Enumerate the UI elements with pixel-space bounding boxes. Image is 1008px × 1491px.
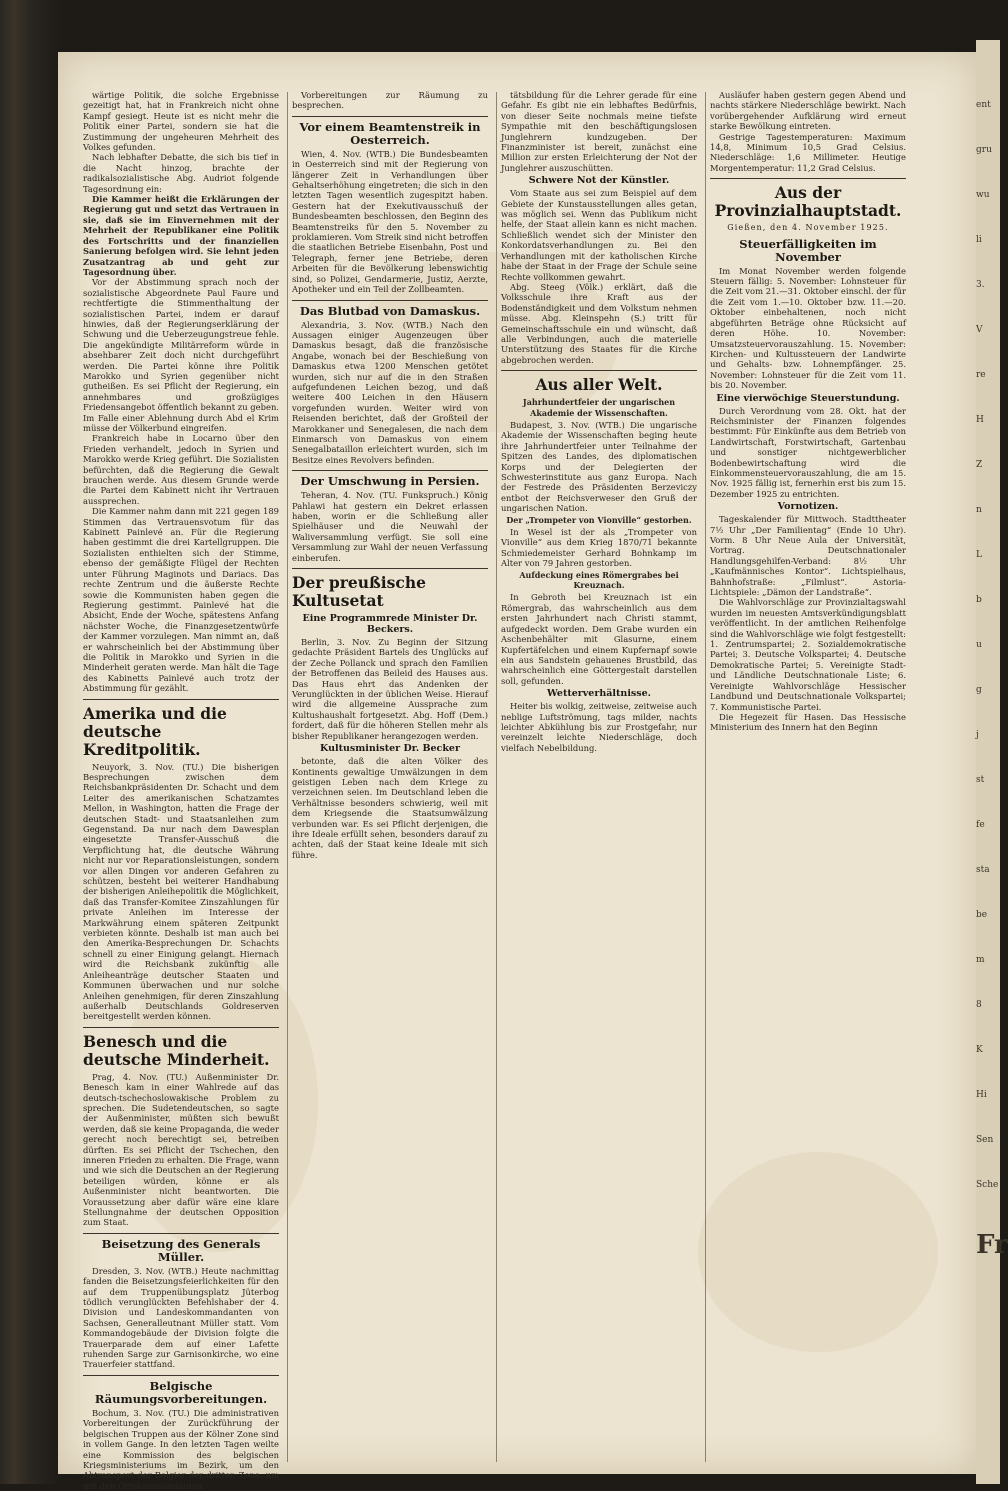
adjacent-page-fragment: be <box>976 910 988 920</box>
column2-top-text: Vorbereitungen zur Räumung zu besprechen. <box>292 90 488 111</box>
adjacent-page-fragment: fe <box>976 820 985 830</box>
headline-belgische: Belgische Räumungsvorbereitungen. <box>94 1378 268 1406</box>
adjacent-page-fragment: re <box>976 370 986 380</box>
subhead-roemergrab: Aufdeckung eines Römergrabes bei Kreuznach. <box>519 569 679 591</box>
adjacent-page-fragment: L <box>976 550 982 560</box>
adjacent-page-fragment: b <box>976 595 982 605</box>
adjacent-page-fragment: g <box>976 685 982 695</box>
column3-top-text: tätsbildung für die Lehrer gerade für eine Gefahr. Es gibt nie ein lebhaftes Bedürfnis, von dieser Seite nochmals meine tiefste Sympathie mit den beschäftigungslosen Junglehrern kundzugeben. Der Finanzminister ist bereit, zunächst eine Million zur ersten Erleichterung der Not der Junglehrer auszuschütten. <box>501 90 697 173</box>
adjacent-page-fragment: K <box>976 1045 983 1055</box>
adjacent-page-big-letter: Fr <box>976 1230 1008 1260</box>
article-persien: Teheran, 4. Nov. (TU. Funkspruch.) König Pahlawi hat gestern ein Dekret erlassen haben, worin er die Schließung aller Spielhäuser und die Neuwahl der Waliversammlung verfügt. Sie soll eine Versammlung zur Wahl der neuen Verfassung einberufen. <box>292 490 488 563</box>
column-4 <box>710 90 906 1470</box>
article-kultusetat: Berlin, 3. Nov. Zu Beginn der Sitzung gedachte Präsident Bartels des Unglücks auf der Zeche Pollanck und sprach den Familien der Betroffenen das Beileid des Hauses aus. Das Haus ehrt das Andenken der Verunglückten in der üblichen Weise. Hierauf wird die allgemeine Aussprache zum Kultushaushalt fortgesetzt. Abg. Hoff (Dem.) fordert, daß für die höheren Stellen mehr als bisher Republikaner herangezogen werden. <box>292 637 488 741</box>
headline-persien: Der Umschwung in Persien. <box>300 474 480 489</box>
article-kultusminister: betonte, daß die alten Völker des Kontinents gewaltige Umwälzungen in dem geistigen Leben nach dem Kriege zu verzeichnen seien. Im Deutschland leben die Verhältnisse besonders schwierig, weil mit dem Kriegsende die Staatsumwälzung verbunden war. Es sei Pflicht derjenigen, die ihre Ideale erfüllt sehen, besonders darauf zu achten, daß der Staat keine Ideale mit sich führe. <box>292 756 488 860</box>
headline-provinzialhauptstadt: Aus der Provinzialhauptstadt. <box>714 183 902 221</box>
adjacent-page-fragment: m <box>976 955 985 965</box>
article-kuenstler-cont: Abg. Steeg (Völk.) erklärt, daß die Volksschule ihre Kraft aus der Bodenständigkeit und dem Volkstum nehmen müsse. Abg. Kleinspehn (S.) tritt für Gemeinschaftsschule ein und wünscht, daß alle Verbindungen, auch die materielle Unterstützung des Staates für die Kirche abgebrochen werden. <box>501 281 697 365</box>
column1-top-text: wärtige Politik, die solche Ergebnisse gezeitigt hat, hat in Frankreich nicht ohne Kampf gesiegt. Heute ist es nicht mehr die Politik einer Partei, sondern sie hat die Zustimmung der ungeheuren Mehrheit des Volkes gefunden. <box>83 90 279 153</box>
headline-amerika: Amerika und die deutsche Kreditpolitik. <box>83 703 227 759</box>
subhead-kuenstler: Schwere Not der Künstler. <box>528 175 670 187</box>
section-divider <box>292 470 488 471</box>
subhead-steuerstundung: Eine vierwöchige Steuerstundung. <box>716 392 900 404</box>
adjacent-page-fragments <box>976 100 1000 1191</box>
adjacent-page-fragment: li <box>976 235 982 245</box>
adjacent-page-fragment: u <box>976 640 982 650</box>
article-benesch: Prag, 4. Nov. (TU.) Außenminister Dr. Benesch kam in einer Wahlrede auf das deutsch-tschechoslowakische Problem zu sprechen. Die Sudetendeutschen, so sagte der Außenminister, müßten sich bewußt werden, daß sie keine Propaganda, die weder gerecht noch berechtigt sei, betreiben dürften. Es sei Pflicht der Tschechen, den inneren Frieden zu erhalten. Die Frage, wann und wie sich die Deutschen an der Regierung beteiligen würden, könne er als Außenminister nicht beantworten. Die Voraussetzung aber dafür wäre eine klare Stellungnahme der deutschen Opposition zum Staat. <box>83 1071 279 1228</box>
column1-quote: Die Kammer heißt die Erklärungen der Regierung gut und setzt das Vertrauen in sie, daß sie im Einvernehmen mit der Mehrheit der Republikaner eine Politik des Fortschritts und der finanziellen Sanierung befolgen wird. Sie lehnt jeden Zusatzantrag ab und geht zur Tagesordnung über. <box>83 194 279 277</box>
adjacent-page-fragment: Sen <box>976 1135 994 1145</box>
headline-beamtenstreik: Vor einem Beamtenstreik in Oesterreich. <box>299 119 481 147</box>
subhead-trompeter: Der „Trompeter von Vionville“ gestorben. <box>506 514 692 525</box>
adjacent-page-fragment: Z <box>976 460 983 470</box>
weather-temperatures: Gestrige Tagestemperaturen: Maximum 14,8, Minimum 10,5 Grad Celsius. Niederschläge: 1,6 Millimeter. Heutige Morgentemperatur: 11,2 Grad Celsius. <box>710 131 906 173</box>
adjacent-page-fragment: st <box>976 775 985 785</box>
adjacent-page-strip <box>976 40 1008 1484</box>
adjacent-page-fragment: sta <box>976 865 990 875</box>
headline-damaskus: Das Blutbad von Damaskus. <box>299 303 481 318</box>
column-3 <box>501 90 697 1470</box>
subhead-vornotizen: Vornotizen. <box>777 501 839 513</box>
column1-para5: Die Kammer nahm dann mit 221 gegen 189 Stimmen das Vertrauensvotum für das Kabinett Painlevé an. Für die Regierung haben gestimmt die drei Kartellgruppen. Die Sozialisten enthielten sich der Stimme, ebenso der gemäßigte Flügel der Rechten unter Führung Maginots und Dariacs. Das rechte Zentrum und die äußerste Rechte sowie die Kommunisten haben gegen die Regierung gestimmt. Painlevé hat die Absicht, Ende der Woche, spätestens Anfang nächster Woche, die Finanzgesetzentwürfe der Kammer vorzulegen. Man nimmt an, daß er wahrscheinlich bei der Abstimmung über die Politik in Marokko und Syrien in die Minderheit geraten werde. Man hält die Tage des Kabinetts Painlevé auch trotz der Abstimmung für gezählt. <box>83 506 279 694</box>
headline-benesch: Benesch und die deutsche Minderheit. <box>83 1031 270 1069</box>
column1-para3: Vor der Abstimmung sprach noch der sozialistische Abgeordnete Paul Faure und rechtfertigte die Stimmenthaltung der sozialistischen Partei, indem er darauf hinwies, daß der Regierungserklärung der Schwung und die Ueberzeugungstreue fehle. Die angekündigte Militärreform würde in absehbarer Zeit doch nicht durchgeführt werden. Die Partei könne ihre Politik Marokko und Syrien gegenüber nicht gutheißen. Es sei Pflicht der Regierung, ein annehmbares und großzügiges Friedensangebot öffentlich bekannt zu geben. Im Falle einer Ablehnung durch Abd el Krim müsse der Völkerbund eingreifen. <box>83 277 279 433</box>
section-divider <box>83 1375 279 1376</box>
section-divider <box>710 178 906 179</box>
article-akademie: Budapest, 3. Nov. (WTB.) Die ungarische Akademie der Wissenschaften beging heute ihre Jahrhundertfeier unter Teilnahme der Spitzen des Landes, des diplomatischen Korps und der Delegierten der Schwesterinstitute aus ganz Europa. Nach der Festrede des Präsidenten Berzeviczy entbot der Reichsverweser den Gruß der ungarischen Nation. <box>501 419 697 514</box>
newspaper-page <box>58 52 976 1491</box>
article-wetter: Heiter bis wolkig, zeitweise, zeitweise auch neblige Luftströmung, tags milder, nachts leichter Abkühlung bis zur Frostgefahr, nur vereinzelt leichte Niederschläge, doch vielfach Nebelbildung. <box>501 701 697 753</box>
headline-aus-aller-welt: Aus aller Welt. <box>535 375 663 395</box>
article-hegezeit: Die Hegezeit für Hasen. Das Hessische Ministerium des Innern hat den Beginn <box>710 711 906 733</box>
article-steuerstundung: Durch Verordnung vom 28. Okt. hat der Reichsminister der Finanzen folgendes bestimmt: Für Einkünfte aus dem Betrieb von Landwirtschaft, Forstwirtschaft, Gartenbau und sonstiger nichtgewerblicher Bodenbewirtschaftung wird die Einkommensteuervorauszahlung, die am 15. Nov. 1925 fällig ist, fernerhin erst bis zum 15. Dezember 1925 zu entrichten. <box>710 405 906 499</box>
section-divider <box>83 699 279 700</box>
column-rule <box>287 92 288 1462</box>
article-kuenstler: Vom Staate aus sei zum Beispiel auf dem Gebiete der Kunstausstellungen alles getan, was möglich sei. Wenn das Publikum nicht helfe, der Staat allein kann es nicht machen. Schließlich wendet sich der Minister den Konkordatsverhandlungen zu. Bei den Verhandlungen mit der katholischen Kirche habe der Staat in der Frage der Schule seine Rechte vollkommen gewahrt. <box>501 188 697 282</box>
headline-steuerfaelligkeiten: Steuerfälligkeiten im November <box>739 236 877 264</box>
section-divider <box>501 370 697 371</box>
article-wahlvorschlaege: Die Wahlvorschläge zur Provinzialtagswahl wurden im neuesten Amtsverkündigungsblatt veröffentlicht. In der amtlichen Reihenfolge sind die Wahlvorschläge wie folgt festgestellt: 1. Zentrumspartei; 2. Sozialdemokratische Partei; 3. Deutsche Volkspartei; 4. Deutsche Demokratische Partei; 5. Vereinigte Stadt- und Ländliche Deutschnationale Liste; 6. Vereinigte Wahlvorschläge Hessischer Landbund und Deutschnationale Volkspartei; 7. Kommunistische Partei. <box>710 597 906 712</box>
subhead-wetter: Wetterverhältnisse. <box>547 688 651 700</box>
article-trompeter: In Wesel ist der als „Trompeter von Vionville“ aus dem Krieg 1870/71 bekannte Schmiedemeister Gerhard Bohnkamp im Alter von 79 Jahren gestorben. <box>501 527 697 569</box>
headline-mueller: Beisetzung des Generals Müller. <box>101 1236 261 1264</box>
dateline: Gießen, den 4. November 1925. <box>727 223 889 233</box>
section-divider <box>292 300 488 301</box>
adjacent-page-fragment: V <box>976 325 983 335</box>
article-damaskus: Alexandria, 3. Nov. (WTB.) Nach den Aussagen einiger Augenzeugen über Damaskus besagt, daß die französische Angabe, wonach bei der Beschießung von Damaskus etwa 1200 Menschen getötet wurden, sich nur auf die in den Straßen aufgefundenen Leichen bezog, und daß weitere 400 Leichen in den Häusern vorgefunden wurden. Weiter wird von Reisenden berichtet, daß der Großteil der Marokkaner und Senegalesen, die nach dem Einmarsch von Damaskus von einem Senegalbataillon erleichtert wurden, sich im Besitze eines Revolvers befinden. <box>292 319 488 465</box>
article-mueller: Dresden, 3. Nov. (WTB.) Heute nachmittag fanden die Beisetzungsfeierlichkeiten für den auf dem Truppenübungsplatz Jüterbog tödlich verunglückten Befehlshaber der 4. Division und Landeskommandanten von Sachsen, Generalleutnant Müller statt. Vom Kommandogebäude der Division folgte die Trauerparade dem auf einer Lafette ruhenden Sarge zur Garnisonkirche, wo eine Trauerfeier stattfand. <box>83 1265 279 1370</box>
section-divider <box>292 568 488 569</box>
column-rule <box>705 92 706 1462</box>
adjacent-page-fragment: n <box>976 505 982 515</box>
adjacent-page-fragment: Hi <box>976 1090 987 1100</box>
adjacent-page-fragment: gru <box>976 145 992 155</box>
article-amerika: Neuyork, 3. Nov. (TU.) Die bisherigen Besprechungen zwischen dem Reichsbankpräsidenten Dr. Schacht und dem Leiter des amerikanischen Schatzamtes Mellon, in Washington, hatten die Frage der deutschen Stadt- und Staatsanleihen zum Gegenstand. Da nur nach dem Dawesplan eingesetzte Transfer-Ausschuß die Verpflichtung hat, die deutsche Währung nicht nur vor Reparationsleistungen, sondern vor allen Dingen vor anderen Gefahren zu schützen, besteht bei weiterer Handhabung der bisherigen Anleihepolitik die Möglichkeit, daß das Transfer-Komitee Zinszahlungen für private Anleihen im Interesse der Markwährung einem späteren Zeitpunkt verbieten könnte. Deshalb ist man auch bei den Amerika-Besprechungen Dr. Schachts schnell zu einer Einigung gelangt. Hiernach wird die Reichsbank zukünftig alle Anleiheanträge deutscher Staaten und Kommunen überwachen und nur solche Anleihen genehmigen, für deren Zinszahlung außerhalb Deutschlands Goldreserven bereitgestellt werden können. <box>83 761 279 1022</box>
section-divider <box>292 116 488 117</box>
subhead-akademie: Jahrhundertfeier der ungarischen Akademie der Wissenschaften. <box>522 397 676 418</box>
article-steuerfaelligkeiten: Im Monat November werden folgende Steuern fällig: 5. November: Lohnsteuer für die Zeit vom 21.—31. Oktober einschl. der für die Zeit vom 1.—10. Oktober bzw. 11.—20. Oktober einbehaltenen, noch nicht abgeführten Beträge ohne Rücksicht auf deren Höhe. 10. November: Umsatzsteuervorauszahlung. 15. November: Kirchen- und Kultussteuern der Landwirte und Gehalts- bzw. Lohnempfänger. 25. November: Lohnsteuer für die Zeit vom 11. bis 20. November. <box>710 265 906 391</box>
subhead-programmrede: Eine Programmrede Minister Dr. Beckers. <box>302 613 478 636</box>
article-belgische: Bochum, 3. Nov. (TU.) Die administrativen Vorbereitungen der Zurückführung der belgischen Truppen aus der Kölner Zone sind in vollem Gange. In den letzten Tagen weilte eine Kommission des belgischen Kriegsministeriums im Bezirk, um den Abtransport der Belgier der dritten Zone, um mit den Ortskommandanten <box>83 1407 279 1491</box>
adjacent-page-fragment: H <box>976 415 984 425</box>
subhead-kultusminister: Kultusminister Dr. Becker <box>320 743 460 755</box>
column-rule <box>496 92 497 1462</box>
adjacent-page-fragment: Sche <box>976 1180 999 1190</box>
adjacent-page-fragment: 3. <box>976 280 985 290</box>
section-divider <box>83 1233 279 1234</box>
article-roemergrab: In Gebroth bei Kreuznach ist ein Römergrab, das wahrscheinlich aus dem ersten Jahrhundert nach Christi stammt, aufgedeckt worden. Dem Grabe wurden ein Aschenbehälter mit Glasurne, einem Kupfertäfelchen und einem Kupfernapf sowie ein aus Sandstein gehauenes Brustbild, das wahrscheinlich eine Göttergestalt darstellen soll, gefunden. <box>501 592 697 686</box>
article-vornotizen: Tageskalender für Mittwoch. Stadttheater 7½ Uhr „Der Familientag“ (Ende 10 Uhr). Vorm. 8 Uhr Neue Aula der Universität, Vortrag. Deutschnationaler Handlungsgehilfen-Verband: 8½ Uhr „Kaufmännisches Kontor“. Lichtspielhaus, Bahnhofstraße: „Filmlust“. Astoria-Lichtspiele: „Dämon der Landstraße“. <box>710 514 906 598</box>
article-beamtenstreik: Wien, 4. Nov. (WTB.) Die Bundesbeamten in Oesterreich sind mit der Regierung von längerer Zeit in Verhandlungen über Gehaltserhöhung eingetreten; die sich in den letzten Tagen wesentlich zugespitzt haben. Gestern hat der Exekutivausschuß der Bundesbeamten beschlossen, den Beginn des Beamtenstreiks für den 5. November zu proklamieren. Vom Streik sind nicht betroffen die staatlichen Betriebe Eisenbahn, Post und Telegraph, ferner jene Betriebe, deren Arbeiten für die Bevölkerung lebenswichtig sind, so Polizei, Gendarmerie, Justiz, Aerzte, Apotheker und ein Teil der Zollbeamten. <box>292 148 488 295</box>
column4-top-text: Ausläufer haben gestern gegen Abend und nachts stärkere Niederschläge bewirkt. Nach vorübergehender Aufklärung wird erneut starke Bewölkung eintreten. <box>710 90 906 132</box>
adjacent-page-fragment: 8 <box>976 1000 982 1010</box>
adjacent-page-fragment: wu <box>976 190 990 200</box>
column1-para4: Frankreich habe in Locarno über den Frieden verhandelt, jedoch in Syrien und Marokko werde Krieg geführt. Die Sozialisten befürchten, daß die Regierung die Gewalt brauchen werde. Aus diesem Grunde werde die Partei dem Kabinett nicht ihr Vertrauen aussprechen. <box>83 433 279 506</box>
adjacent-page-fragment: ent <box>976 100 991 110</box>
adjacent-page-fragment: j <box>976 730 979 740</box>
section-divider <box>83 1027 279 1028</box>
column-1 <box>83 90 279 1491</box>
column1-para2: Nach lebhafter Debatte, die sich bis tief in die Nacht hinzog, brachte der radikalsozialistische Abg. Audriot folgende Tagesordnung ein: <box>83 152 279 194</box>
column-2 <box>292 90 488 1470</box>
headline-kultusetat: Der preußische Kultusetat <box>292 573 426 611</box>
